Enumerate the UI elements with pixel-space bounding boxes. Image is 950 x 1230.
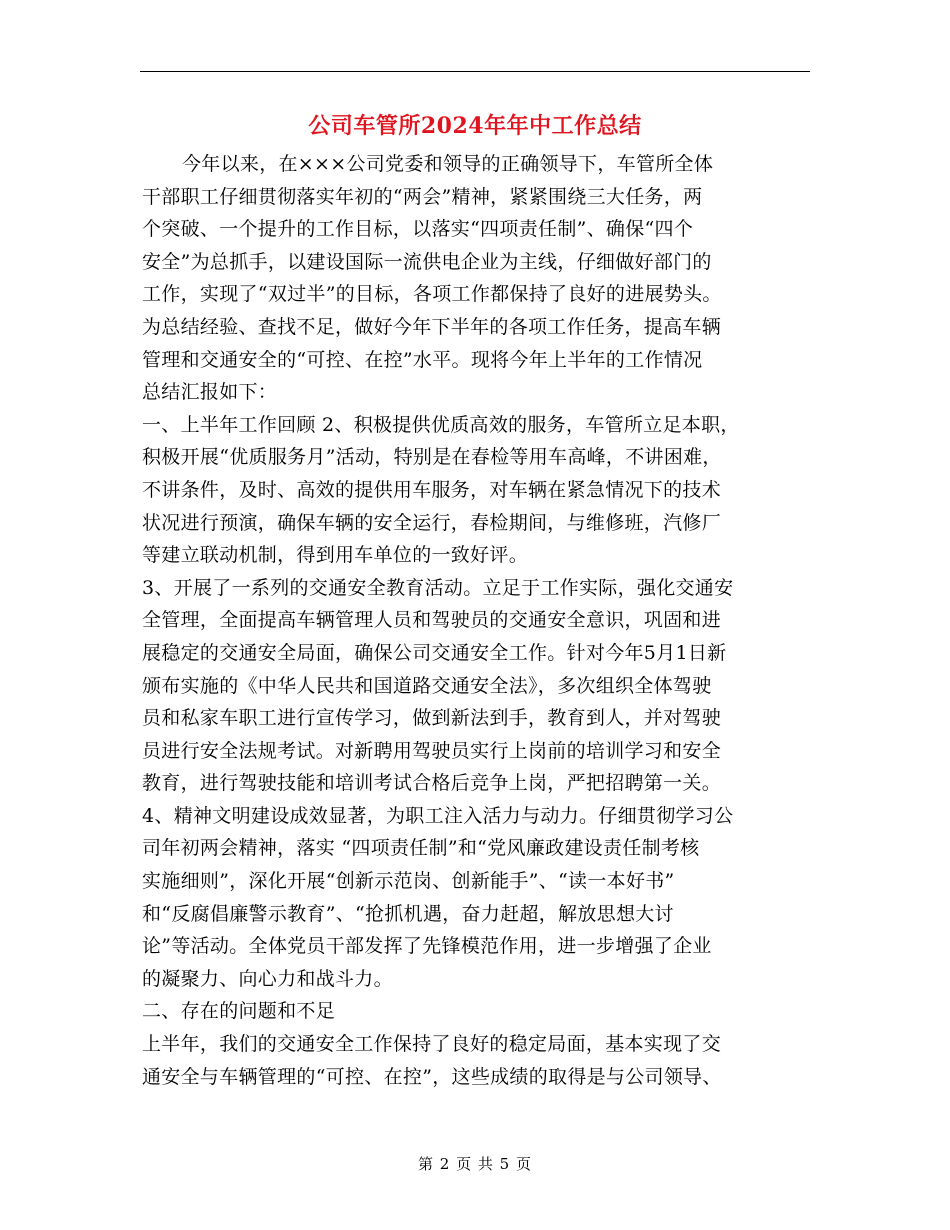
body-line: 为总结经验、查找不足，做好今年下半年的各项工作任务，提高车辆: [142, 315, 722, 338]
body-line: 个突破、一个提升的工作目标，以落实“四项责任制”、确保“四个: [142, 218, 694, 241]
body-line: 3、开展了一系列的交通安全教育活动。立足于工作实际，强化交通安: [142, 576, 734, 599]
body-line: 颁布实施的《中华人民共和国道路交通安全法》，多次组织全体驾驶: [142, 674, 712, 697]
body-line: 教育，进行驾驶技能和培训考试合格后竞争上岗，严把招聘第一关。: [142, 772, 722, 795]
body-line: 展稳定的交通安全局面，确保公司交通安全工作。针对今年5月1日新: [142, 641, 727, 664]
body-line: 总结汇报如下：: [142, 381, 278, 404]
body-line: 状况进行预演，确保车辆的安全运行，春检期间，与维修班，汽修厂: [142, 511, 722, 534]
body-line: 论”等活动。全体党员干部发挥了先锋模范作用，进一步增强了企业: [142, 935, 712, 958]
body-line: 干部职工仔细贯彻落实年初的“两会”精神，紧紧围绕三大任务，两: [142, 185, 703, 208]
page-number-footer: 第 2 页 共 5 页: [418, 1155, 532, 1173]
body-line: 通安全与车辆管理的“可控、在控”，这些成绩的取得是与公司领导、: [142, 1065, 722, 1088]
body-line: 今年以来，在×××公司党委和领导的正确领导下，车管所全体: [182, 153, 714, 175]
body-line: 工作，实现了“双过半”的目标，各项工作都保持了良好的进展势头。: [142, 283, 722, 306]
body-line: 的凝聚力、向心力和战斗力。: [142, 967, 393, 990]
body-line: 安全”为总抓手，以建设国际一流供电企业为主线，仔细做好部门的: [142, 250, 712, 273]
body-line: 和“反腐倡廉警示教育”、“抢抓机遇，奋力赶超，解放思想大讨: [142, 902, 674, 925]
header-rule: [140, 71, 810, 72]
body-line: 上半年，我们的交通安全工作保持了良好的稳定局面，基本实现了交: [142, 1033, 722, 1056]
body-line: 实施细则”，深化开展“创新示范岗、创新能手”、“读一本好书”: [142, 870, 675, 893]
section-heading-2: 二、存在的问题和不足: [142, 1000, 336, 1023]
body-line: 员进行安全法规考试。对新聘用驾驶员实行上岗前的培训学习和安全: [142, 739, 722, 762]
body-line: 4、精神文明建设成效显著，为职工注入活力与动力。仔细贯彻学习公: [142, 804, 734, 827]
section-heading-1: 一、上半年工作回顾 2、积极提供优质高效的服务，车管所立足本职，: [142, 413, 740, 436]
body-line: 管理和交通安全的“可控、在控”水平。现将今年上半年的工作情况: [142, 348, 703, 371]
document-body: [142, 148, 810, 1093]
body-line: 全管理，全面提高车辆管理人员和驾驶员的交通安全意识，巩固和进: [142, 609, 722, 632]
document-title: 公司车管所2024年年中工作总结: [308, 113, 642, 139]
body-line: 积极开展“优质服务月”活动，特别是在春检等用车高峰，不讲困难，: [142, 446, 722, 469]
body-line: 不讲条件，及时、高效的提供用车服务，对车辆在紧急情况下的技术: [142, 478, 722, 501]
body-line: 司年初两会精神，落实 “四项责任制”和“党风廉政建设责任制考核: [142, 837, 700, 860]
body-line: 等建立联动机制，得到用车单位的一致好评。: [142, 544, 529, 567]
body-line: 员和私家车职工进行宣传学习，做到新法到手，教育到人，并对驾驶: [142, 707, 722, 730]
